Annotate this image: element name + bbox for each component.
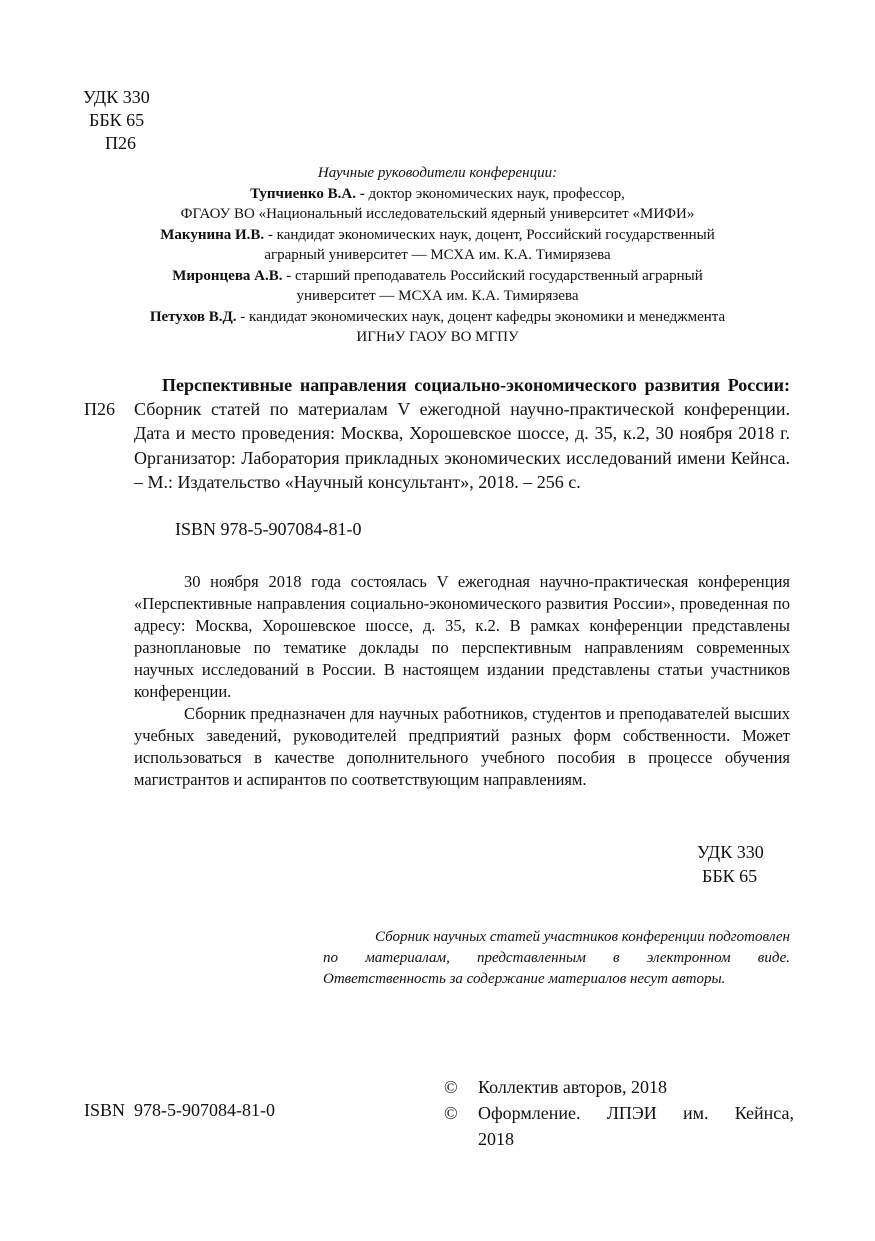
responsibility-note: Сборник научных статей участников конференции подготовлен по материалам, представленным в электронном виде. Ответственность за содержание материалов несут авторы.: [323, 929, 790, 987]
copyright-authors: Коллектив авторов, 2018: [478, 1077, 667, 1097]
book-description: Сборник статей по материалам V ежегодной научно-практической конференции. Дата и место проведения: Москва, Хорошевское шоссе, д. 35, к.2, 30 ноября 2018 г. Организатор: Лаборатория прикладных экономических исследований имени Кейнса. – М.: Издательство «Научный консультант», 2018. – 256 с.: [134, 399, 790, 492]
copyright-design: Оформление. ЛПЭИ им. Кейнса,: [478, 1103, 794, 1123]
supervisor-desc: - старший преподаватель Российский государственный аграрный: [282, 267, 703, 284]
copyright-line: [444, 1100, 794, 1126]
annotation-paragraph: 30 ноября 2018 года состоялась V ежегодная научно-практическая конференция «Перспективные направления социально-экономического развития России», проведенная по адресу: Москва, Хорошевское шоссе, д. 35, к.2. В рамках конференции представлены разноплановые по тематике доклады по перспективным направлениям современных научных исследований в России. В настоящем издании представлены статьи участников конференции.: [134, 572, 790, 701]
supervisor-entry: [80, 184, 795, 205]
classification-codes-bottom: [697, 840, 764, 888]
isbn-bottom: ISBN 978-5-907084-81-0: [84, 1100, 275, 1120]
udk-code: УДК 330: [697, 842, 764, 862]
book-title: Перспективные направления социально-экономического развития России:: [162, 375, 790, 395]
udk-code: УДК 330: [83, 87, 150, 107]
supervisor-affiliation: ИГНиУ ГАОУ ВО МГПУ: [356, 329, 519, 345]
supervisor-desc: - кандидат экономических наук, доцент, Российский государственный: [264, 226, 715, 243]
supervisor-name: Миронцева А.В.: [172, 267, 283, 284]
bbk-code: ББК 65: [702, 866, 758, 886]
supervisor-entry: [80, 307, 795, 328]
bibliographic-record: [134, 373, 790, 494]
supervisor-name: Тупчиенко В.А. -: [250, 185, 365, 202]
copyright-line: [444, 1126, 794, 1152]
annotation: [134, 571, 790, 791]
supervisor-desc: доктор экономических наук, профессор,: [364, 185, 625, 202]
copyright-icon: ©: [444, 1103, 458, 1123]
supervisors-heading: Научные руководители конференции:: [317, 165, 558, 181]
supervisor-affiliation: аграрный университет — МСХА им. К.А. Тимирязева: [264, 247, 611, 263]
supervisor-name: Петухов В.Д.: [149, 308, 237, 325]
supervisor-affiliation: ФГАОУ ВО «Национальный исследовательский ядерный университет «МИФИ»: [180, 206, 695, 222]
copyright-icon: ©: [444, 1077, 458, 1097]
isbn-record: ISBN 978-5-907084-81-0: [175, 519, 362, 539]
bbk-code: ББК 65: [89, 110, 145, 130]
author-sign: П26: [105, 133, 136, 153]
copyright-block: [444, 1074, 794, 1152]
supervisor-entry: [80, 266, 795, 287]
copyright-year: 2018: [478, 1129, 514, 1149]
supervisors-block: [80, 163, 795, 348]
supervisor-name: Макунина И.В.: [160, 226, 265, 243]
supervisor-desc: - кандидат экономических наук, доцент кафедры экономики и менеджмента: [236, 308, 726, 325]
classification-codes: [83, 86, 150, 155]
copyright-line: [444, 1074, 794, 1100]
biblio-author-sign: П26: [84, 399, 115, 419]
supervisor-affiliation: университет — МСХА им. К.А. Тимирязева: [296, 288, 579, 304]
annotation-paragraph: Сборник предназначен для научных работников, студентов и преподавателей высших учебных заведений, руководителей предприятий разных форм собственности. Может использоваться в качестве дополнительного учебного пособия в процессе обучения магистрантов и аспирантов по соответствующим направлениям.: [134, 704, 790, 789]
supervisor-entry: [80, 225, 795, 246]
